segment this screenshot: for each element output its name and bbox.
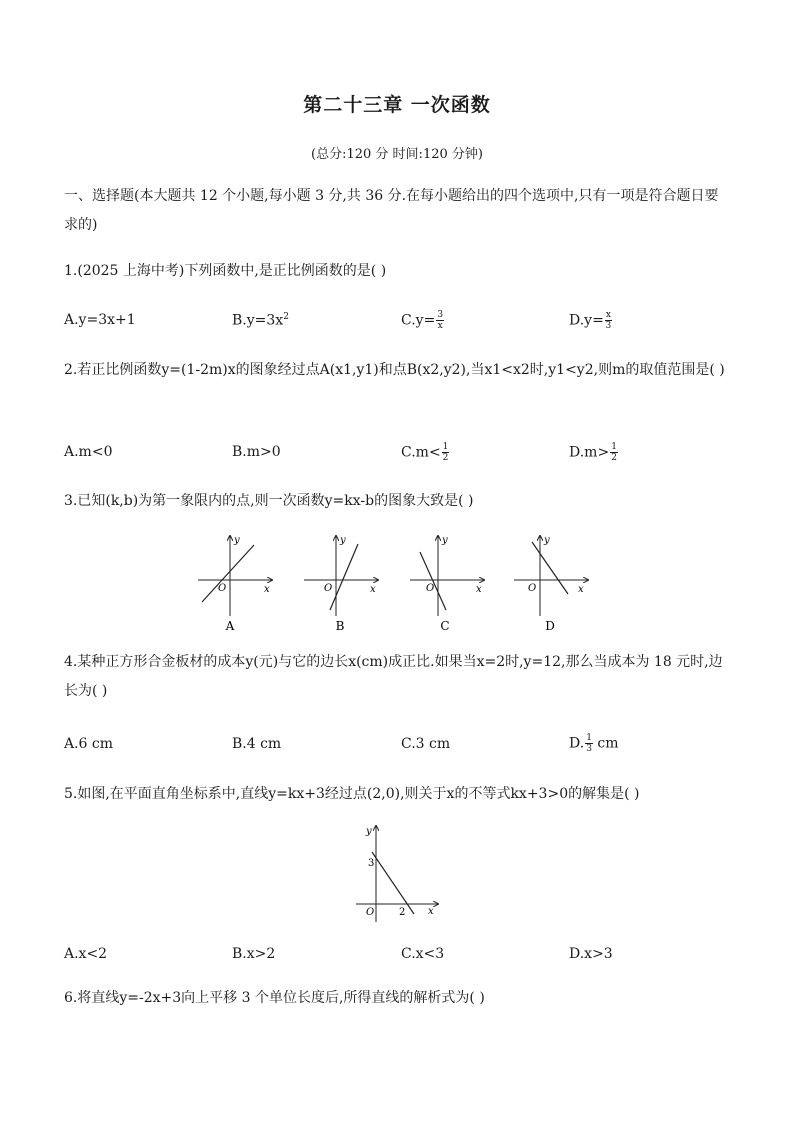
q4-option-d: D. $\frac{1}{3}$ cm — [569, 733, 619, 754]
q3-graph-a-label: A — [225, 619, 235, 633]
svg-text:y: y — [442, 535, 448, 546]
q1-option-c: C.y= $\frac{3}{x}$ — [401, 310, 444, 331]
exam-info: (总分:120 分 时间:120 分钟) — [311, 147, 483, 162]
section-heading: 一、选择题(本大题共 12 个小题,每小题 3 分,共 36 分.在每小题给出的四个选项中,只有一项是符合题日要求的) — [64, 188, 719, 233]
q5-option-b: B.x>2 — [232, 946, 276, 962]
svg-text:O: O — [218, 583, 227, 594]
svg-text:x: x — [578, 584, 584, 595]
question-4-stem: 4.某种正方形合金板材的成本y(元)与它的边长x(cm)成正比.如果当x=2时,y=12,那么当成本为 18 元时,边长为( ) — [64, 654, 723, 699]
q3-graph-a — [198, 535, 272, 633]
q1-option-a: A.y=3x+1 — [64, 312, 136, 328]
q3-graph-b — [304, 535, 378, 633]
svg-text:y: y — [544, 535, 550, 546]
question-5-stem: 5.如图,在平面直角坐标系中,直线y=kx+3经过点(2,0),则关于x的不等式kx+3>0的解集是( ) — [64, 786, 640, 802]
q3-graph-c — [410, 535, 484, 633]
q3-line-a — [202, 545, 254, 602]
svg-text:x: x — [370, 584, 376, 595]
q5-option-c: C.x<3 — [401, 946, 445, 962]
q2-option-a: A.m<0 — [64, 444, 113, 460]
svg-text:O: O — [528, 583, 537, 594]
q3-graph-d — [514, 535, 588, 633]
q2-option-d: D.m> $\frac{1}{2}$ — [569, 442, 617, 463]
question-1-stem: 1.(2025 上海中考)下列函数中,是正比例函数的是( ) — [64, 263, 387, 279]
q3-graph-d-label: D — [545, 619, 555, 633]
svg-text:y: y — [366, 826, 372, 837]
svg-text:2: 2 — [399, 907, 406, 918]
q4-option-c: C.3 cm — [401, 736, 451, 752]
q3-line-d — [532, 542, 568, 594]
svg-text:O: O — [426, 583, 435, 594]
q3-graphs — [190, 530, 590, 638]
q5-line — [372, 852, 414, 914]
svg-text:O: O — [324, 583, 333, 594]
q5-graph — [352, 822, 442, 924]
page-title: 第二十三章 一次函数 — [303, 94, 491, 116]
svg-text:O: O — [366, 907, 375, 918]
q3-line-c — [420, 552, 446, 610]
q4-option-a: A.6 cm — [64, 736, 114, 752]
q4-option-b: B.4 cm — [232, 736, 282, 752]
q1-option-d: D.y= $\frac{x}{3}$ — [569, 310, 612, 331]
question-3-stem: 3.已知(k,b)为第一象限内的点,则一次函数y=kx-b的图象大致是( ) — [64, 493, 474, 509]
svg-text:x: x — [476, 584, 482, 595]
q5-option-a: A.x<2 — [64, 946, 108, 962]
q3-graph-b-label: B — [335, 619, 345, 633]
q3-graph-c-label: C — [440, 619, 450, 633]
question-2-stem: 2.若正比例函数y=(1-2m)x的图象经过点A(x1,y1)和点B(x2,y2),当x1<x2时,y1<y2,则m的取值范围是( ) — [64, 362, 725, 378]
svg-text:y: y — [234, 535, 240, 546]
svg-text:3: 3 — [368, 858, 375, 869]
q2-option-c: C.m< $\frac{1}{2}$ — [401, 442, 449, 463]
svg-text:y: y — [340, 535, 346, 546]
svg-text:x: x — [264, 584, 270, 595]
q5-option-d: D.x>3 — [569, 946, 613, 962]
question-6-stem: 6.将直线y=-2x+3向上平移 3 个单位长度后,所得直线的解析式为( ) — [64, 990, 485, 1006]
q3-line-b — [330, 544, 358, 610]
q1-option-b: $B.y=3x^2$ — [232, 312, 289, 329]
q2-option-b: B.m>0 — [232, 444, 281, 460]
svg-text:x: x — [428, 906, 434, 917]
